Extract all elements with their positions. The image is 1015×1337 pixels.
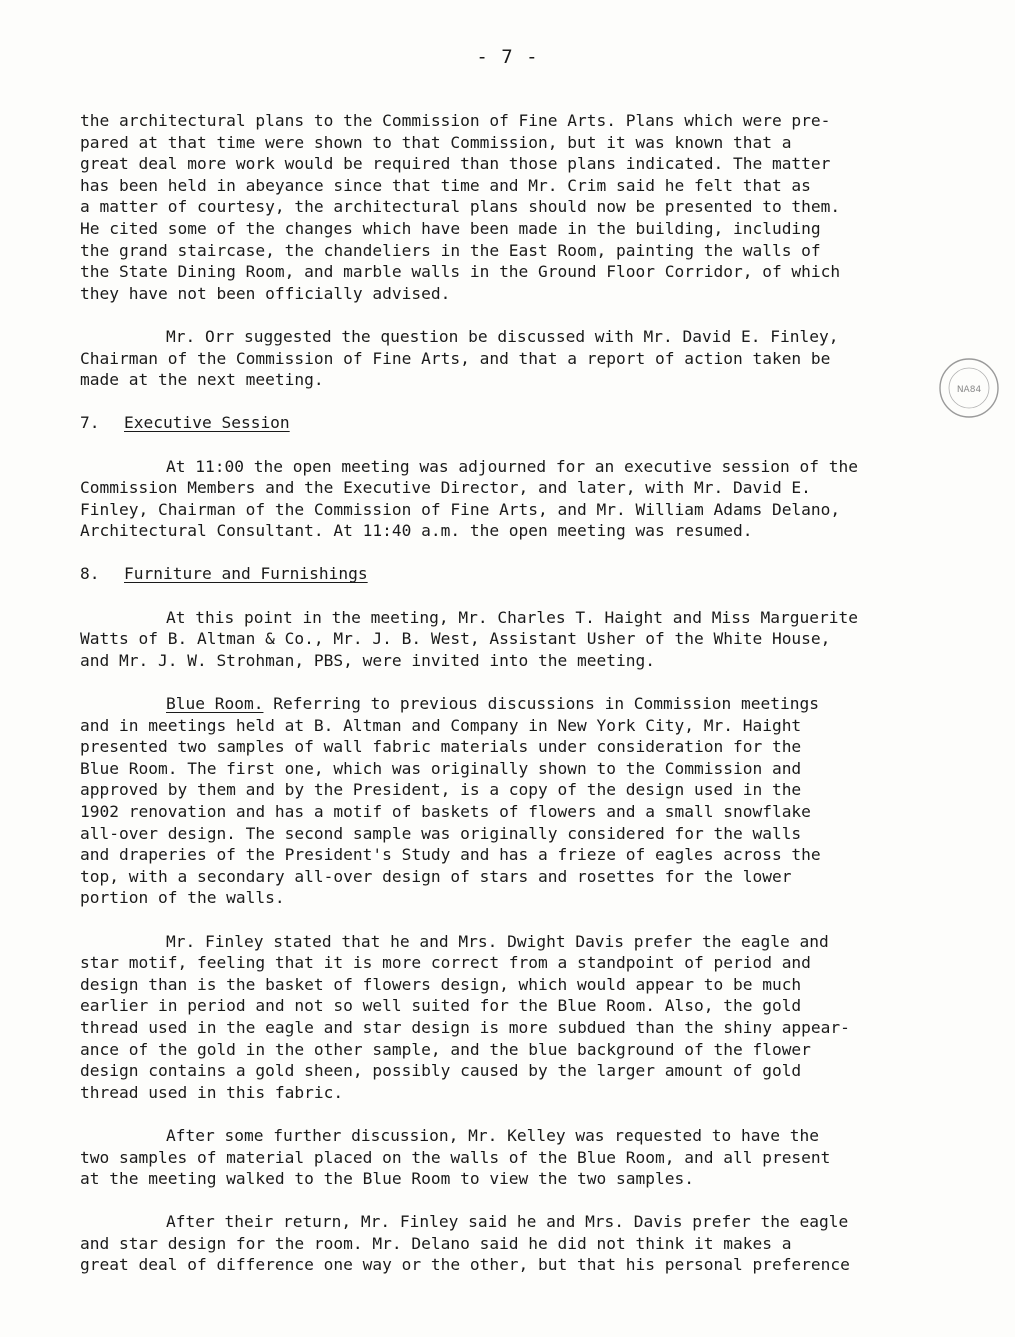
stamp-code: NA84 bbox=[956, 385, 982, 395]
paragraph-executive-session bbox=[80, 456, 940, 542]
text-line: earlier in period and not so well suited for the Blue Room. Also, the gold bbox=[80, 996, 802, 1016]
text-line: made at the next meeting. bbox=[80, 370, 324, 390]
text-line: portion of the walls. bbox=[80, 888, 285, 908]
text-line: ance of the gold in the other sample, and the blue background of the flower bbox=[80, 1039, 811, 1059]
text-line: After their return, Mr. Finley said he and Mrs. Davis prefer the eagle bbox=[166, 1212, 849, 1232]
text-line: Chairman of the Commission of Fine Arts, and that a report of action taken be bbox=[80, 348, 831, 368]
text-line: pared at that time were shown to that Commission, but it was known that a bbox=[80, 132, 792, 152]
text-line: two samples of material placed on the walls of the Blue Room, and all present bbox=[80, 1147, 831, 1167]
text-line: Finley, Chairman of the Commission of Fine Arts, and Mr. William Adams Delano, bbox=[80, 499, 841, 519]
text-line: At this point in the meeting, Mr. Charles T. Haight and Miss Marguerite bbox=[166, 607, 858, 627]
text-line: presented two samples of wall fabric materials under consideration for the bbox=[80, 737, 802, 757]
text-line: at the meeting walked to the Blue Room to view the two samples. bbox=[80, 1169, 694, 1189]
text-line bbox=[80, 693, 940, 715]
text-line: and draperies of the President's Study and has a frieze of eagles across the bbox=[80, 845, 821, 865]
text-line: the grand staircase, the chandeliers in the East Room, painting the walls of bbox=[80, 240, 821, 260]
text-line: top, with a secondary all-over design of stars and rosettes for the lower bbox=[80, 866, 792, 886]
text-line: Commission Members and the Executive Director, and later, with Mr. David E. bbox=[80, 478, 811, 498]
text-line: approved by them and by the President, is a copy of the design used in the bbox=[80, 780, 802, 800]
page-number: - 7 - bbox=[476, 46, 539, 68]
text-line: Watts of B. Altman & Co., Mr. J. B. West, Assistant Usher of the White House, bbox=[80, 629, 831, 649]
text-line: Blue Room. The first one, which was originally shown to the Commission and bbox=[80, 758, 802, 778]
text-line: Architectural Consultant. At 11:40 a.m. the open meeting was resumed. bbox=[80, 521, 753, 541]
section-number: 7. bbox=[80, 413, 100, 433]
section-title: Furniture and Furnishings bbox=[124, 564, 368, 584]
body-text bbox=[80, 110, 940, 1298]
text-line: the State Dining Room, and marble walls in the Ground Floor Corridor, of which bbox=[80, 262, 841, 282]
text-line: and in meetings held at B. Altman and Company in New York City, Mr. Haight bbox=[80, 715, 802, 735]
text-line: great deal of difference one way or the other, but that his personal preference bbox=[80, 1255, 850, 1275]
text-line: Mr. Finley stated that he and Mrs. Dwight Davis prefer the eagle and bbox=[166, 931, 829, 951]
text-line: At 11:00 the open meeting was adjourned for an executive session of the bbox=[166, 456, 858, 476]
text-line: great deal more work would be required than those plans indicated. The matter bbox=[80, 154, 831, 174]
text-line: and star design for the room. Mr. Delano said he did not think it makes a bbox=[80, 1233, 792, 1253]
text-line: they have not been officially advised. bbox=[80, 283, 451, 303]
paragraph-finley-preference bbox=[80, 931, 940, 1104]
text-line: He cited some of the changes which have been made in the building, including bbox=[80, 218, 821, 238]
text-line: the architectural plans to the Commission of Fine Arts. Plans which were pre- bbox=[80, 111, 831, 130]
paragraph-after-return bbox=[80, 1211, 940, 1276]
paragraph-plans bbox=[80, 110, 940, 304]
text-line: has been held in abeyance since that time and Mr. Crim said he felt that as bbox=[80, 175, 811, 195]
text-line: thread used in this fabric. bbox=[80, 1082, 344, 1102]
text-fragment: Referring to previous discussions in Commission meetings bbox=[263, 694, 819, 714]
text-line: Mr. Orr suggested the question be discussed with Mr. David E. Finley, bbox=[166, 326, 839, 346]
paragraph-samples-viewing bbox=[80, 1125, 940, 1190]
library-stamp-icon bbox=[938, 357, 1000, 419]
section-number: 8. bbox=[80, 564, 100, 584]
text-line: star motif, feeling that it is more correct from a standpoint of period and bbox=[80, 953, 811, 973]
text-line: After some further discussion, Mr. Kelley was requested to have the bbox=[166, 1125, 819, 1145]
section-heading-executive-session bbox=[80, 412, 940, 434]
paragraph-blue-room bbox=[80, 693, 940, 909]
text-line: design than is the basket of flowers design, which would appear to be much bbox=[80, 974, 802, 994]
inline-heading-blue-room: Blue Room. bbox=[166, 694, 264, 714]
text-line: design contains a gold sheen, possibly caused by the larger amount of gold bbox=[80, 1061, 802, 1081]
text-line: all-over design. The second sample was originally considered for the walls bbox=[80, 823, 802, 843]
text-line: and Mr. J. W. Strohman, PBS, were invited into the meeting. bbox=[80, 650, 655, 670]
text-line: 1902 renovation and has a motif of baskets of flowers and a small snowflake bbox=[80, 802, 811, 821]
section-heading-furniture bbox=[80, 563, 940, 585]
text-line: thread used in the eagle and star design is more subdued than the shiny appear- bbox=[80, 1017, 850, 1037]
paragraph-attendees bbox=[80, 607, 940, 672]
paragraph-orr-suggestion bbox=[80, 326, 940, 391]
text-line: a matter of courtesy, the architectural plans should now be presented to them. bbox=[80, 197, 841, 217]
section-title: Executive Session bbox=[124, 413, 290, 433]
